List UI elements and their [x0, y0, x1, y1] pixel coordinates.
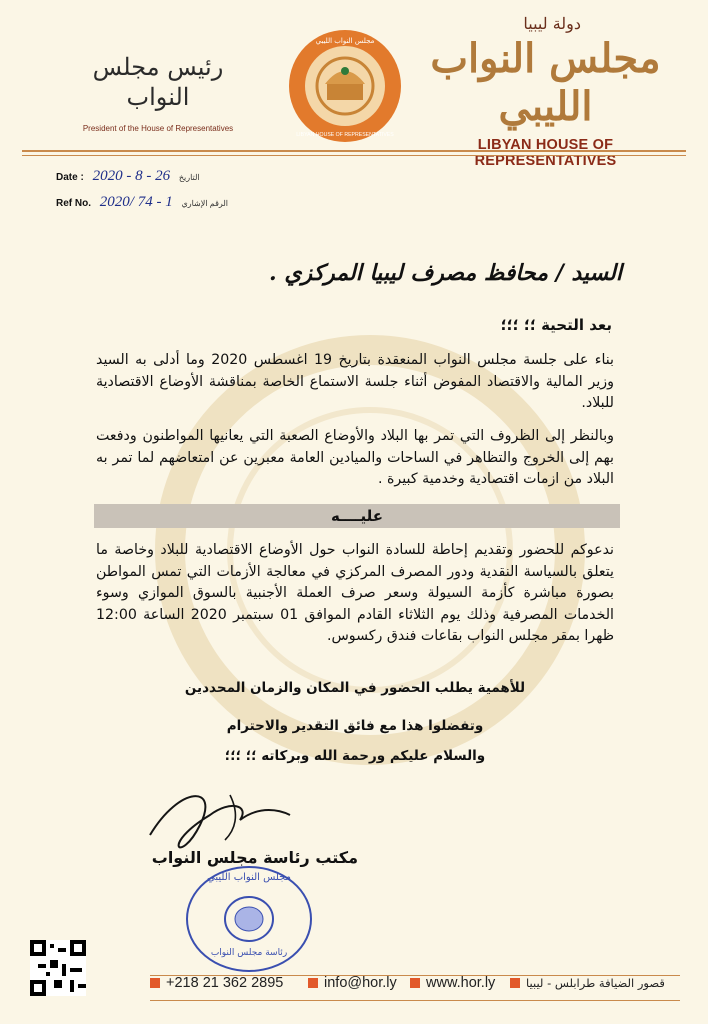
date-row: [56, 168, 200, 185]
ref-row: [56, 194, 228, 211]
president-title-block: [58, 52, 258, 133]
date-label-ar: التاريخ: [178, 173, 200, 182]
official-stamp: [184, 864, 314, 974]
emblem-text-en: LIBYAN HOUSE OF REPRESENTATIVES: [296, 132, 394, 138]
ref-value: 2020/ 74 - 1: [99, 194, 173, 210]
date-value: 2020 - 8 - 26: [92, 168, 171, 184]
address-bullet-icon: [510, 978, 520, 988]
state-name-ar: دولة ليبيا: [523, 14, 581, 33]
resolution-heading: عليــــه: [94, 504, 620, 528]
paragraph-1: بناء على جلسة مجلس النواب المنعقدة بتاريخ 19 اغسطس 2020 وما أدلى به السيد وزير المالية والاقتصاد المفوض أثناء جلسة الاستماع الخاصة بمناقشة الأوضاع الاقتصادية للبلاد.: [96, 352, 615, 411]
recipient-line: السيد / محافظ مصرف ليبيا المركزي .: [269, 260, 622, 286]
house-emblem-logo: [287, 28, 403, 144]
footer-contact-bar: [0, 968, 708, 990]
president-title-en: President of the House of Representatives: [82, 124, 234, 133]
house-name-en: LIBYAN HOUSE OF REPRESENTATIVES: [474, 137, 617, 169]
footer-email-text: info@hor.ly: [324, 975, 397, 991]
handwritten-signature: [140, 775, 300, 855]
ref-label: Ref No.: [56, 198, 91, 209]
footer-address: [510, 975, 665, 991]
footer-address-text: قصور الضيافة طرابلس - ليبيا: [526, 976, 665, 990]
footer-website[interactable]: [410, 975, 495, 991]
ref-label-ar: الرقم الإشاري: [181, 199, 228, 208]
greeting: بعد التحية ؛؛ ؛؛؛: [500, 316, 612, 334]
emblem-text-ar: مجلس النواب الليبي: [315, 37, 375, 45]
footer-website-text: www.hor.ly: [426, 975, 496, 991]
regards-line: وتفضلوا هذا مع فائق التقدير والاحترام: [226, 718, 484, 734]
web-bullet-icon: [410, 978, 420, 988]
house-title-block: [418, 14, 673, 169]
date-label: Date :: [56, 172, 84, 183]
stamp-text-bottom: رئاسة مجلس النواب: [210, 948, 288, 958]
footer-bottom-rule: [150, 1000, 680, 1001]
header-divider-thin: [22, 155, 686, 156]
paragraph-3: ندعوكم للحضور وتقديم إحاطة للسادة النواب حول الأوضاع الاقتصادية للبلاد وخاصة ما يتعلق بالسياسة النقدية ودور المصرف المركزي في معالجة الأزمات التي تمس المواطن بصورة مباشرة كأزمة السيولة وسعر صرف العملة الأجنبية بالسوق الموازي وسوء الخدمات المصرفية وذلك يوم الثلاثاء القادم الموافق 01 سبتمبر 2020 الساعة 12:00 ظهرا بمقر مجلس النواب بقاعات فندق ركسوس.: [96, 542, 615, 644]
president-title-ar: رئيس مجلس النواب: [92, 53, 224, 111]
paragraph-2: وبالنظر إلى الظروف التي تمر بها البلاد والأوضاع الصعبة التي يعانيها المواطنون ودفعت بهم إلى الخروج والتظاهر في الساحات والميادين العامة معبرين عن امتعاضهم لما تمر به البلاد من ازمات اقتصادية وخدمية كبيرة .: [96, 428, 614, 487]
office-signature-label: مكتب رئاسة مجلس النواب: [151, 848, 358, 867]
stamp-text-top: مجلس النواب الليبي: [207, 872, 291, 883]
closing-line: والسلام عليكم ورحمة الله وبركاته ؛؛ ؛؛؛: [224, 748, 486, 764]
house-name-ar: مجلس النواب الليبي: [430, 35, 661, 130]
phone-bullet-icon: [150, 978, 160, 988]
footer-email[interactable]: [308, 975, 397, 991]
email-bullet-icon: [308, 978, 318, 988]
footer-phone-text: +218 21 362 2895: [166, 975, 284, 991]
footer-phone: [150, 975, 283, 991]
importance-line: للأهمية يطلب الحضور في المكان والزمان المحددين: [184, 680, 526, 696]
header-divider: [22, 150, 686, 152]
